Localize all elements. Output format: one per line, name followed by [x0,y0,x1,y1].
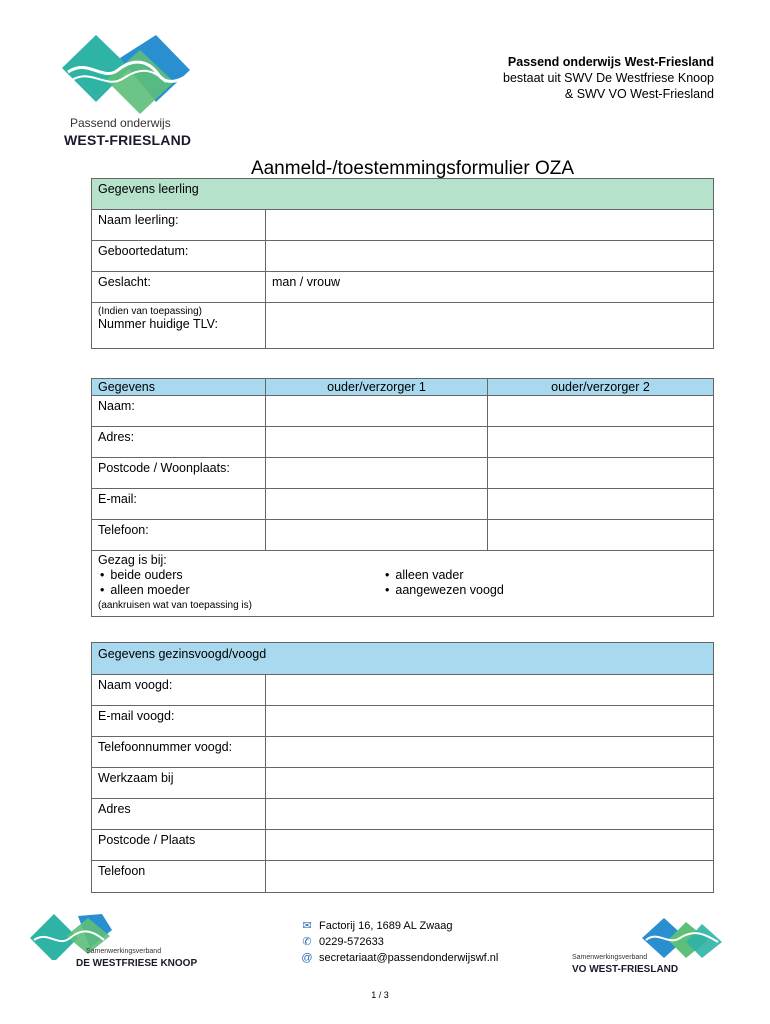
voogd-postcode-field[interactable] [266,830,714,861]
naam-leerling-field[interactable] [266,210,714,241]
email-label: E-mail: [92,489,266,520]
at-icon: @ [301,952,313,964]
voogd-table [91,642,714,893]
naam-ouder1-field[interactable] [266,396,488,427]
telefoon-label: Telefoon: [92,520,266,551]
email-ouder2-field[interactable] [488,489,714,520]
leerling-heading: Gegevens leerling [92,179,714,210]
vo-west-friesland-logo [568,914,733,976]
tlv-label: Nummer huidige TLV: [98,317,218,331]
adres-label: Adres: [92,427,266,458]
voogd-adres-label: Adres [92,799,266,830]
telefoon-ouder1-field[interactable] [266,520,488,551]
knoop-logo-sub: Samenwerkingsverband [86,948,162,955]
tlv-label-cell [92,303,266,349]
telefoon-voogd-label: Telefoonnummer voogd: [92,737,266,768]
gezag-options-right [383,568,504,598]
telefoon-ouder2-field[interactable] [488,520,714,551]
gezag-option-alleen-moeder[interactable]: • alleen moeder [98,583,383,598]
gezag-label: Gezag is bij: [98,553,167,567]
tlv-note: (Indien van toepassing) [98,306,202,317]
adres-ouder1-field[interactable] [266,427,488,458]
gezag-option-alleen-vader[interactable]: • alleen vader [383,568,504,583]
voogd-heading: Gegevens gezinsvoogd/voogd [92,643,714,675]
main-logo [58,30,208,150]
naam-label: Naam: [92,396,266,427]
contact-phone: 0229-572633 [319,936,384,948]
email-voogd-field[interactable] [266,706,714,737]
voogd-postcode-label: Postcode / Plaats [92,830,266,861]
knoop-logo-name: DE WESTFRIESE KNOOP [76,958,198,969]
geboortedatum-label: Geboortedatum: [92,241,266,272]
org-line-2: bestaat uit SWV De Westfriese Knoop [503,71,714,85]
ouders-heading: Gegevens [92,379,266,396]
contact-info [300,918,498,966]
gezag-options-left [98,568,383,598]
geslacht-label: Geslacht: [92,272,266,303]
gezag-note: (aankruisen wat van toepassing is) [98,600,252,611]
geboortedatum-field[interactable] [266,241,714,272]
vo-logo-graphic [568,914,728,958]
naam-voogd-label: Naam voogd: [92,675,266,706]
voogd-telefoon-label: Telefoon [92,861,266,893]
westfriese-knoop-logo [28,910,203,972]
naam-leerling-label: Naam leerling: [92,210,266,241]
telefoon-voogd-field[interactable] [266,737,714,768]
org-name: Passend onderwijs West-Friesland [507,55,714,69]
page-number: 1 / 3 [371,990,389,1000]
postcode-ouder1-field[interactable] [266,458,488,489]
adres-ouder2-field[interactable] [488,427,714,458]
contact-email[interactable]: secretariaat@passendonderwijswf.nl [319,952,499,964]
leerling-table [91,178,714,349]
voogd-telefoon-field[interactable] [266,861,714,893]
envelope-icon: ✉ [302,920,312,932]
phone-icon: ✆ [302,936,312,948]
ouder1-heading: ouder/verzorger 1 [266,379,488,396]
vo-logo-sub: Samenwerkingsverband [572,954,648,961]
ouders-table [91,378,714,617]
logo-subtitle: Passend onderwijs [70,116,171,130]
ouder2-heading: ouder/verzorger 2 [488,379,714,396]
geslacht-field[interactable]: man / vrouw [266,272,714,303]
email-voogd-label: E-mail voogd: [92,706,266,737]
organization-info [503,54,714,102]
tlv-field[interactable] [266,303,714,349]
postcode-ouder2-field[interactable] [488,458,714,489]
gezag-option-aangewezen-voogd[interactable]: • aangewezen voogd [383,583,504,598]
logo-graphic [58,30,208,120]
email-ouder1-field[interactable] [266,489,488,520]
gezag-option-beide-ouders[interactable]: • beide ouders [98,568,383,583]
werkzaam-label: Werkzaam bij [92,768,266,799]
naam-voogd-field[interactable] [266,675,714,706]
gezag-cell [92,551,714,617]
logo-title: WEST-FRIESLAND [64,132,192,148]
voogd-adres-field[interactable] [266,799,714,830]
form-title: Aanmeld-/toestemmingsformulier OZA [250,158,575,179]
werkzaam-field[interactable] [266,768,714,799]
contact-address: Factorij 16, 1689 AL Zwaag [319,920,453,932]
org-line-3: & SWV VO West-Friesland [564,87,714,101]
postcode-label: Postcode / Woonplaats: [92,458,266,489]
vo-logo-name: VO WEST-FRIESLAND [572,964,679,975]
naam-ouder2-field[interactable] [488,396,714,427]
